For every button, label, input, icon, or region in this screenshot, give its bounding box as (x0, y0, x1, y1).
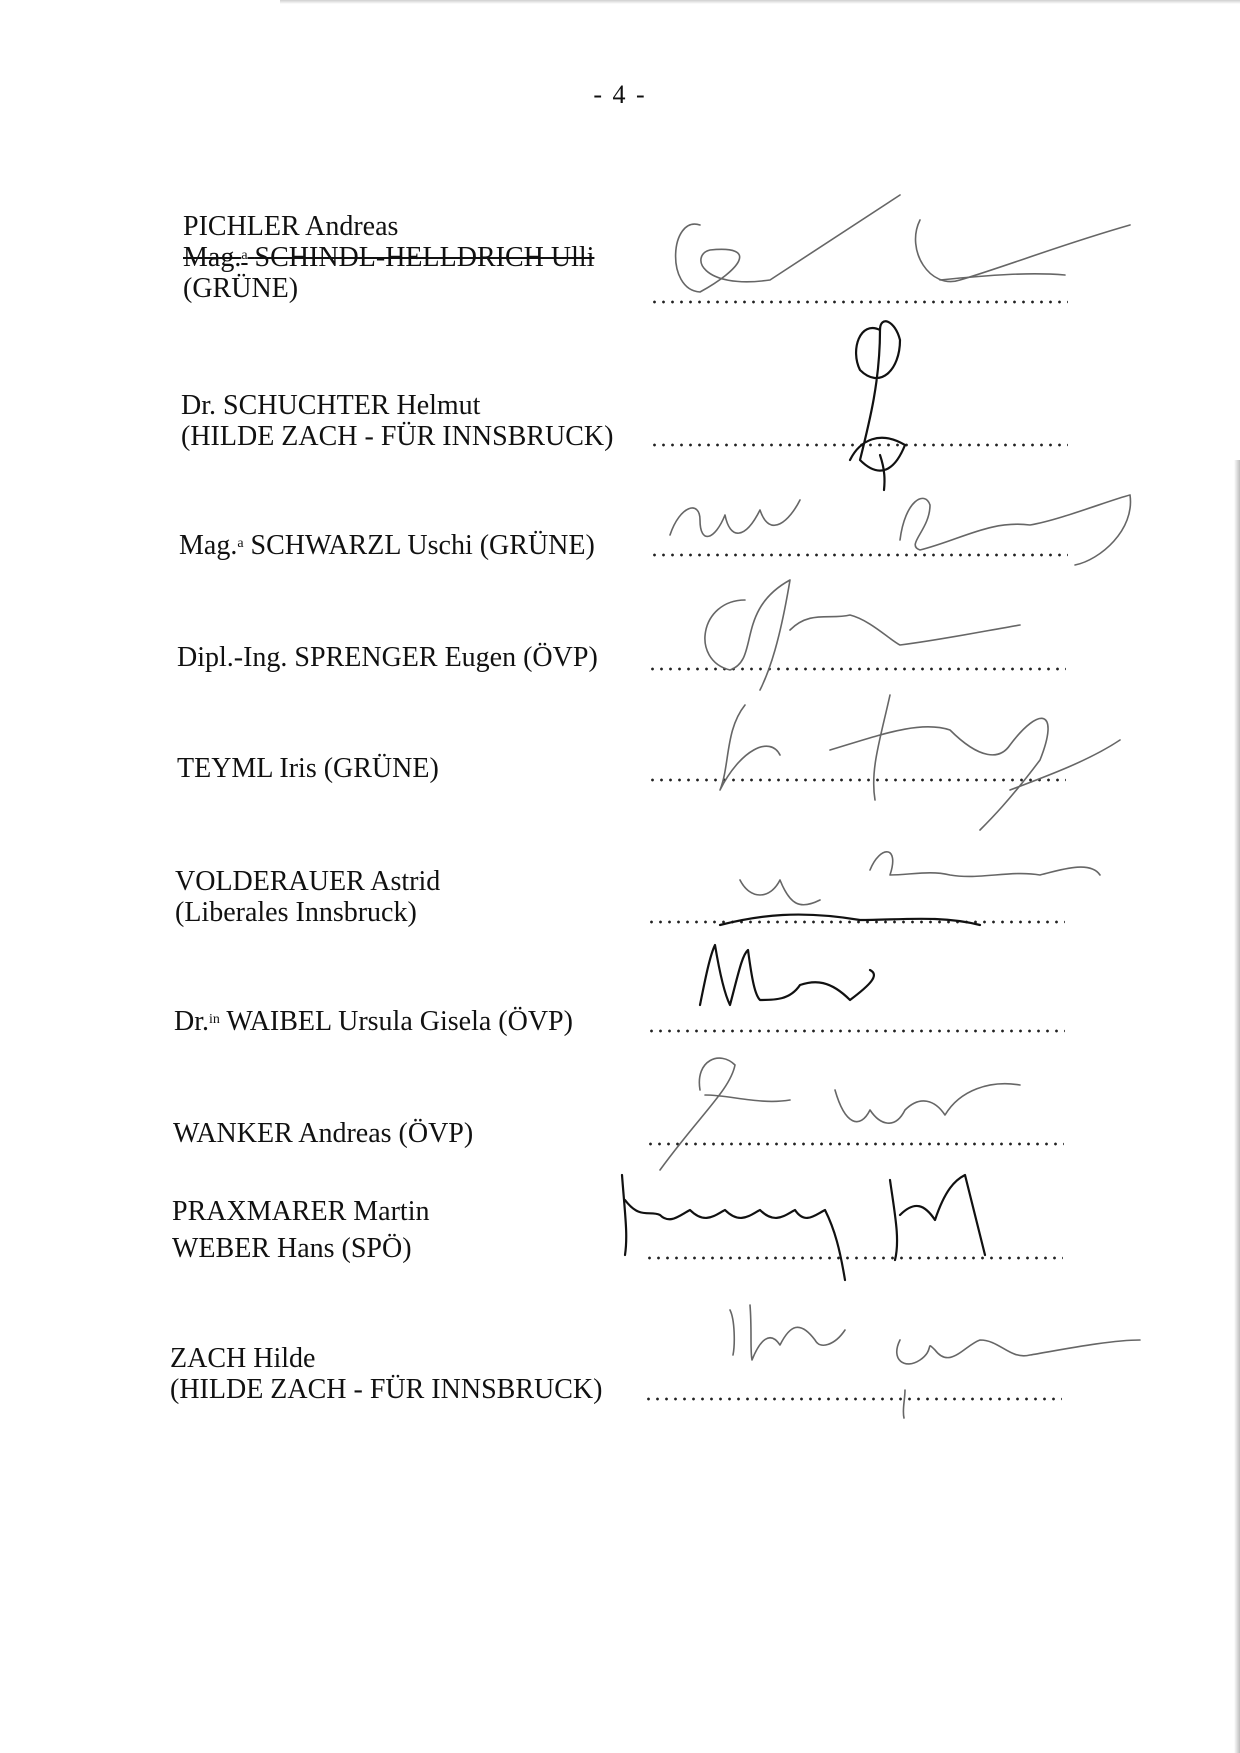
signatory-name: PRAXMARER Martin (172, 1196, 430, 1227)
signatory-name: PICHLER Andreas (183, 211, 399, 242)
signature-line (650, 300, 1068, 304)
signature-line (648, 778, 1066, 782)
signatory-name: TEYML Iris (GRÜNE) (177, 753, 439, 784)
scan-edge-top (280, 0, 1240, 4)
signatory-party: (HILDE ZACH - FÜR INNSBRUCK) (181, 421, 614, 452)
signatory-name: Dr.$^{in}$ WAIBEL Ursula Gisela (ÖVP) (174, 1006, 573, 1037)
signatory-name: Dipl.-Ing. SPRENGER Eugen (ÖVP) (177, 642, 598, 673)
signatory-praxmarer-weber (172, 1193, 429, 1267)
signatory-name-2: WEBER Hans (SPÖ) (172, 1233, 412, 1264)
signatory-name: Dr. SCHUCHTER Helmut (181, 390, 481, 421)
signatory-wanker (173, 1118, 473, 1149)
signatory-name: WANKER Andreas (ÖVP) (173, 1118, 474, 1149)
signatory-volderauer (175, 866, 440, 928)
struck-signatory: Mag.$^a$ SCHINDL-HELLDRICH Ulli (183, 242, 595, 273)
signature-line (646, 1142, 1064, 1146)
signature-line (650, 553, 1068, 557)
signatory-name: Mag.$^a$ SCHWARZL Uschi (GRÜNE) (179, 530, 595, 561)
signature-line (650, 443, 1068, 447)
signature-line (645, 1256, 1063, 1260)
signatory-schwarzl (179, 530, 595, 561)
signatory-zach (170, 1343, 602, 1405)
signatory-party: (GRÜNE) (183, 273, 299, 304)
signatory-pichler (183, 211, 594, 304)
signatory-teyml (177, 753, 439, 784)
signatory-name: ZACH Hilde (170, 1343, 316, 1374)
scan-edge-right (1234, 460, 1240, 1753)
signatory-name: VOLDERAUER Astrid (175, 866, 441, 897)
signatory-party: (HILDE ZACH - FÜR INNSBRUCK) (170, 1374, 603, 1405)
signature-line (648, 667, 1066, 671)
signature-line (647, 920, 1065, 924)
page-number: - 4 - (593, 80, 647, 109)
signatory-sprenger (177, 642, 598, 673)
signatory-party: (Liberales Innsbruck) (175, 897, 417, 928)
signature-line (644, 1397, 1062, 1401)
signature-line (647, 1029, 1065, 1033)
signatory-schuchter (181, 390, 613, 452)
signatory-waibel (174, 1006, 573, 1037)
